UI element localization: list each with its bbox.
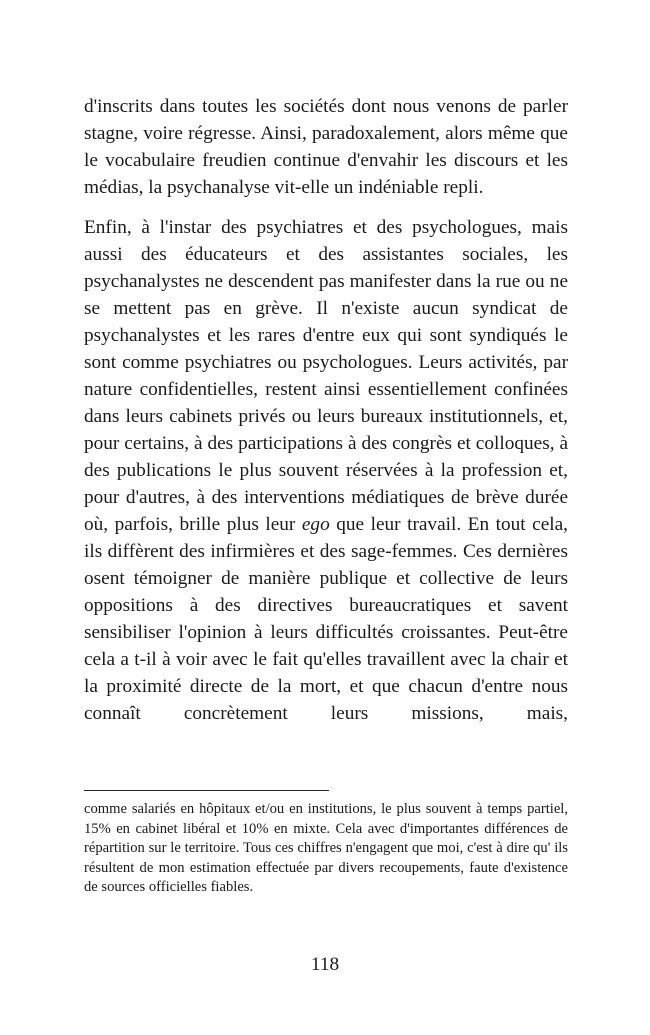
page-body — [84, 93, 568, 727]
body-paragraph-2-text-b: que leur travail. En tout cela, ils diffèrent des infirmières et des sage-femmes. Ces dernières osent témoigner de manière publique et collective de leurs oppositions à des directives bureaucratiques et savent sensibiliser l'opinion à leurs difficultés croissantes. Peut-être cela a t-il à voir avec le fait qu'elles travaillent avec la chair et la proximité directe de la mort, et que chacun d'entre nous connaît concrètement leurs missions, mais, — [84, 514, 568, 724]
body-paragraph-2 — [84, 214, 568, 727]
body-paragraph-2-text-a: Enfin, à l'instar des psychiatres et des psychologues, mais aussi des éducateurs et des assistantes sociales, les psychanalystes ne descendent pas manifester dans la rue ou ne se mettent pas en grève. Il n'existe aucun syndicat de psychanalystes et les rares d'entre eux qui sont syndiqués le sont comme psychiatres ou psychologues. Leurs activités, par nature confidentielles, restent ainsi essentiellement confinées dans leurs cabinets privés ou leurs bureaux institutionnels, et, pour certains, à des participations à des congrès et colloques, à des publications le plus souvent réservées à la profession et, pour d'autres, à des interventions médiatiques de brève durée où, parfois, brille plus leur — [84, 217, 568, 535]
page-number: 118 — [310, 954, 340, 975]
body-paragraph-1: d'inscrits dans toutes les sociétés dont nous venons de parler stagne, voire régresse. Ainsi, paradoxalement, alors même que le vocabulaire freudien continue d'envahir les discours et les médias, la psychanalyse vit-elle un indéniable repli. — [84, 96, 568, 198]
footnote-text: comme salariés en hôpitaux et/ou en institutions, le plus souvent à temps partiel, 15% en cabinet libéral et 10% en mixte. Cela avec d'importantes différences de répartition sur le territoire. Tous ces chiffres n'engagent que moi, c'est à dire qu' ils résultent de mon estimation effectuée par divers recoupements, faute d'existence de sources officielles fiables. — [84, 801, 568, 896]
italic-term-ego: ego — [301, 514, 330, 535]
footnote-separator — [84, 790, 329, 791]
